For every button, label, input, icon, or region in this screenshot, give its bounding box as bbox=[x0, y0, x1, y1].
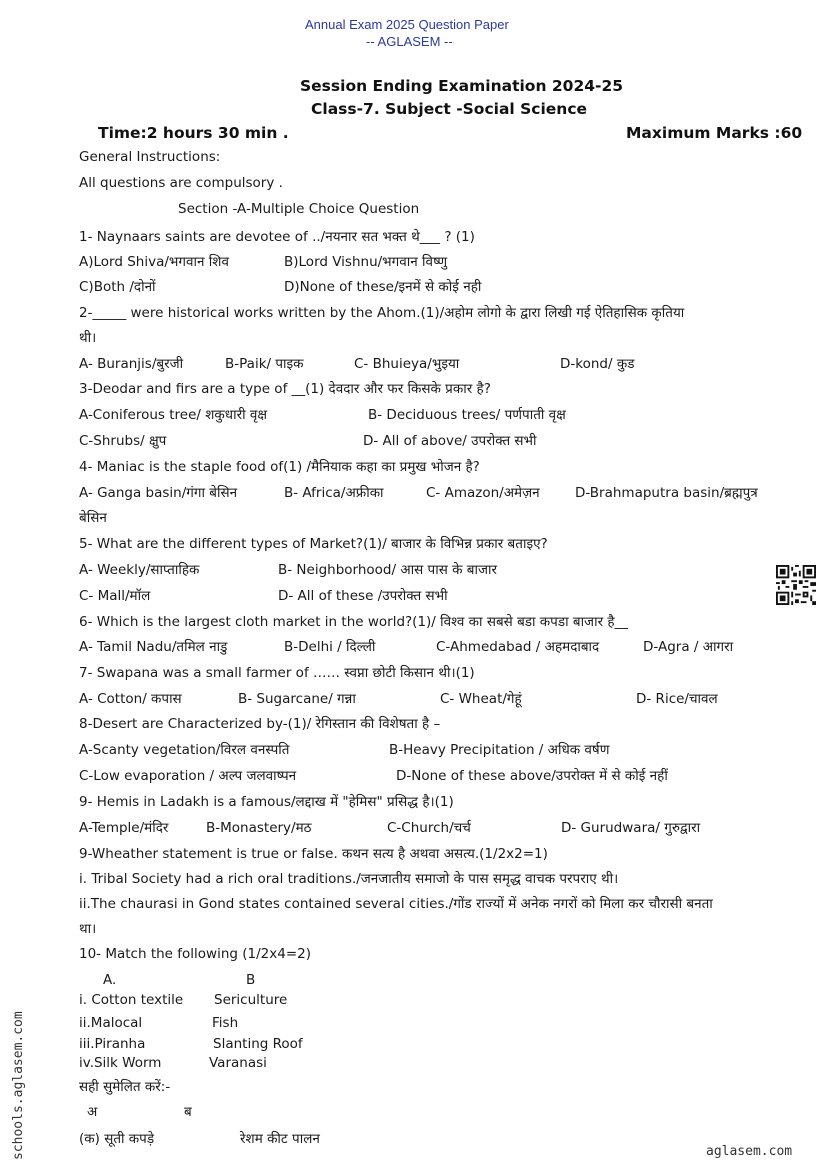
q5-option-c: C- Mall/मॉल bbox=[79, 588, 151, 604]
match-row-1-b: Sericulture bbox=[214, 992, 288, 1008]
class-subject: Class-7. Subject -Social Science bbox=[311, 100, 588, 118]
q2-option-d: D-kond/ कुड bbox=[560, 356, 635, 372]
question-2-cont: थी। bbox=[79, 330, 97, 346]
q1-option-b: B)Lord Vishnu/भगवान विष्णु bbox=[284, 254, 448, 270]
question-3: 3-Deodar and firs are a type of __(1) देवदार और फर किसके प्रकार है? bbox=[79, 381, 491, 397]
q7-option-c: C- Wheat/गेहूं bbox=[440, 691, 522, 707]
q8-option-a: A-Scanty vegetation/विरल वनस्पति bbox=[79, 742, 290, 758]
q2-option-b: B-Paik/ पाइक bbox=[225, 356, 304, 372]
instructions-heading: General Instructions: bbox=[79, 149, 221, 165]
true-false-i: i. Tribal Society had a rich oral traditions./जनजातीय समाजो के पास समृद्ध वाचक परपराए थी। bbox=[79, 871, 619, 887]
match-row-2-a: ii.Malocal bbox=[79, 1015, 143, 1031]
q5-option-b: B- Neighborhood/ आस पास के बाजार bbox=[278, 562, 498, 578]
match-hindi-column-b: ब bbox=[184, 1104, 192, 1120]
instructions-text: All questions are compulsory . bbox=[79, 175, 283, 191]
time-allowed: Time:2 hours 30 min . bbox=[98, 124, 289, 142]
qr-code-icon bbox=[776, 565, 816, 605]
q6-option-d: D-Agra / आगरा bbox=[643, 639, 734, 655]
q7-option-b: B- Sugarcane/ गन्ना bbox=[238, 691, 356, 707]
question-6: 6- Which is the largest cloth market in the world?(1)/ विश्व का सबसे बडा कपडा बाजार है__ bbox=[79, 614, 629, 630]
q3-option-c: C-Shrubs/ क्षुप bbox=[79, 433, 167, 449]
q9-option-a: A-Temple/मंदिर bbox=[79, 820, 169, 836]
match-column-a: A. bbox=[103, 972, 117, 988]
header-line1: Annual Exam 2025 Question Paper bbox=[305, 17, 509, 32]
match-row-1-a: i. Cotton textile bbox=[79, 992, 184, 1008]
true-false-heading: 9-Wheather statement is true or false. कथन सत्य है अथवा असत्य.(1/2x2=1) bbox=[79, 846, 548, 862]
question-9: 9- Hemis in Ladakh is a famous/लद्दाख में "हेमिस" प्रसिद्ध है।(1) bbox=[79, 794, 454, 810]
q1-option-d: D)None of these/इनमें से कोई नही bbox=[284, 279, 482, 295]
match-column-b: B bbox=[246, 972, 256, 988]
q1-option-c: C)Both /दोनों bbox=[79, 279, 156, 295]
q2-option-c: C- Bhuieya/भुइया bbox=[354, 356, 460, 372]
exam-title: Session Ending Examination 2024-25 bbox=[300, 77, 624, 95]
match-hindi-column-a: अ bbox=[87, 1104, 98, 1120]
question-7: 7- Swapana was a small farmer of …… स्वप्ना छोटी किसान थी।(1) bbox=[79, 665, 475, 681]
q8-option-b: B-Heavy Precipitation / अधिक वर्षण bbox=[389, 742, 610, 758]
match-hindi-row-b: रेशम कीट पालन bbox=[240, 1131, 320, 1147]
q8-option-c: C-Low evaporation / अल्प जलवाष्पन bbox=[79, 768, 297, 784]
true-false-ii-cont: था। bbox=[79, 921, 97, 937]
q4-option-b: B- Africa/अफ्रीका bbox=[284, 485, 384, 501]
match-row-2-b: Fish bbox=[212, 1015, 239, 1031]
q4-option-d: D-Brahmaputra basin/ब्रह्मपुत्र bbox=[575, 485, 758, 501]
question-1: 1- Naynaars saints are devotee of ../नयनार सत भक्त थे___ ? (1) bbox=[79, 229, 475, 245]
true-false-ii: ii.The chaurasi in Gond states contained several cities./गोंड राज्यों में अनेक नगरों को मिला कर चौरासी बनता bbox=[79, 896, 713, 912]
q5-option-d: D- All of these /उपरोक्त सभी bbox=[278, 588, 448, 604]
q9-option-d: D- Gurudwara/ गुरुद्वारा bbox=[561, 820, 701, 836]
q4-option-d-cont: बेसिन bbox=[79, 510, 107, 526]
q6-option-a: A- Tamil Nadu/तमिल नाडु bbox=[79, 639, 228, 655]
sidebar-watermark: schools.aglasem.com bbox=[11, 1011, 26, 1160]
q3-option-a: A-Coniferous tree/ शकुधारी वृक्ष bbox=[79, 407, 268, 423]
question-2: 2-_____ were historical works written by the Ahom.(1)/अहोम लोगो के द्वारा लिखी गई ऐतिहासिक कृतिया bbox=[79, 305, 685, 321]
q3-option-d: D- All of above/ उपरोक्त सभी bbox=[363, 433, 537, 449]
q4-option-c: C- Amazon/अमेज़न bbox=[426, 485, 540, 501]
match-row-3-b: Slanting Roof bbox=[213, 1036, 303, 1052]
match-row-3-a: iii.Piranha bbox=[79, 1036, 146, 1052]
q5-option-a: A- Weekly/साप्ताहिक bbox=[79, 562, 200, 578]
match-heading: 10- Match the following (1/2x4=2) bbox=[79, 946, 311, 962]
q7-option-a: A- Cotton/ कपास bbox=[79, 691, 182, 707]
q6-option-c: C-Ahmedabad / अहमदाबाद bbox=[436, 639, 600, 655]
q8-option-d: D-None of these above/उपरोक्त में से कोई नहीं bbox=[396, 768, 668, 784]
match-hindi-heading: सही सुमेलित करें:- bbox=[79, 1079, 171, 1095]
q2-option-a: A- Buranjis/बुरजी bbox=[79, 356, 184, 372]
match-hindi-row-a: (क) सूती कपड़े bbox=[79, 1131, 155, 1147]
q4-option-a: A- Ganga basin/गंगा बेसिन bbox=[79, 485, 238, 501]
q9-option-c: C-Church/चर्च bbox=[387, 820, 471, 836]
q1-option-a: A)Lord Shiva/भगवान शिव bbox=[79, 254, 229, 270]
q3-option-b: B- Deciduous trees/ पर्णपाती वृक्ष bbox=[368, 407, 566, 423]
section-a-heading: Section -A-Multiple Choice Question bbox=[178, 201, 420, 217]
match-row-4-b: Varanasi bbox=[209, 1055, 267, 1071]
footer-watermark: aglasem.com bbox=[706, 1144, 793, 1159]
q7-option-d: D- Rice/चावल bbox=[636, 691, 718, 707]
question-4: 4- Maniac is the staple food of(1) /मैनियाक कहा का प्रमुख भोजन है? bbox=[79, 459, 480, 475]
maximum-marks: Maximum Marks :60 bbox=[626, 124, 803, 142]
q6-option-b: B-Delhi / दिल्ली bbox=[284, 639, 376, 655]
question-5: 5- What are the different types of Market?(1)/ बाजार के विभिन्न प्रकार बताइए? bbox=[79, 536, 548, 552]
header-line2: -- AGLASEM -- bbox=[366, 34, 453, 49]
match-row-4-a: iv.Silk Worm bbox=[79, 1055, 162, 1071]
q9-option-b: B-Monastery/मठ bbox=[206, 820, 312, 836]
question-8: 8-Desert are Characterized by-(1)/ रेगिस्तान की विशेषता है – bbox=[79, 716, 441, 732]
